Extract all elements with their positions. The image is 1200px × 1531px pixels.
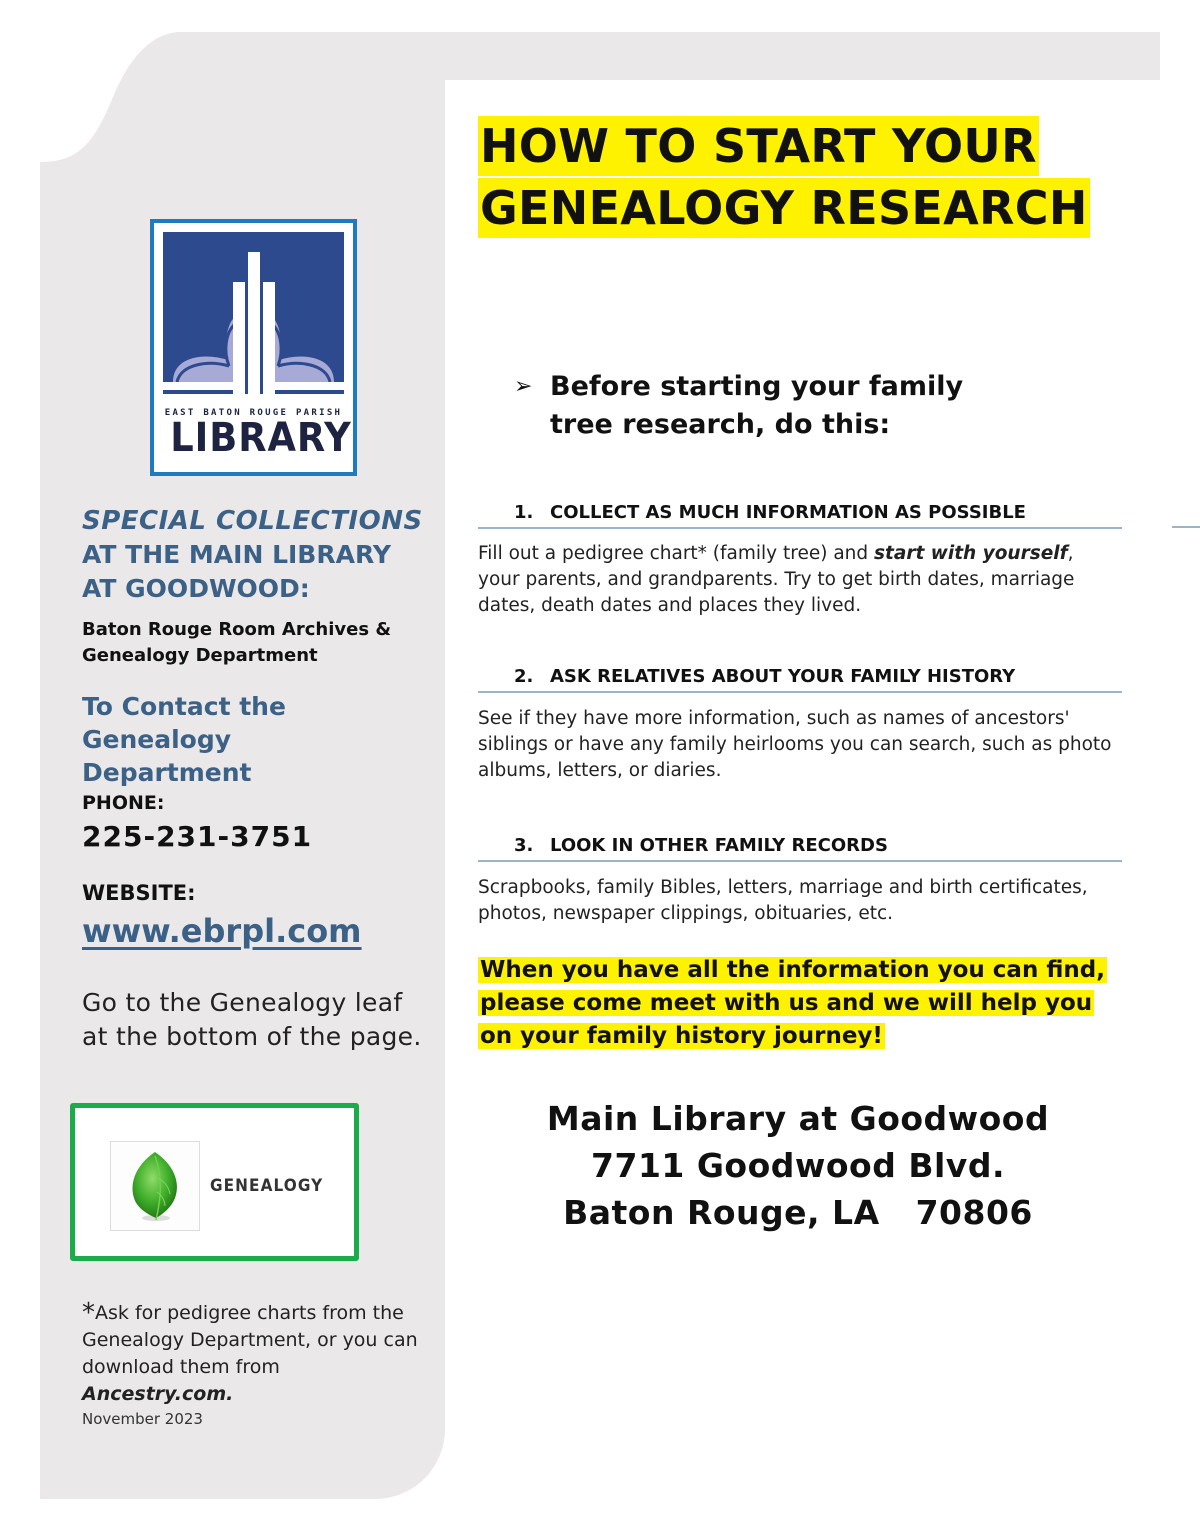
page-title-line-2: GENEALOGY RESEARCH [478,178,1090,238]
step-number: 3. [514,835,534,856]
phone-label: PHONE: [82,792,165,814]
address-line-1: Main Library at Goodwood [546,1099,1050,1138]
step-number: 1. [514,502,534,523]
leaf-icon [125,1148,185,1224]
logo-library-text: LIBRARY [170,415,352,461]
call-to-action [478,954,1128,1053]
step-text: Fill out a pedigree chart* (family tree) and [478,543,875,564]
step-1-heading [478,502,1122,529]
special-collections-title: SPECIAL COLLECTIONS [82,506,423,536]
intro-text: Before starting your family tree research, do this: [550,371,964,440]
library-logo[interactable] [150,219,357,476]
special-collections-subtitle: AT THE MAIN LIBRARY AT GOODWOOD: [82,540,391,603]
divider-line [1172,526,1200,528]
contact-heading: To Contact the Genealogy Department [82,692,286,787]
ancestry-link[interactable]: Ancestry.com. [82,1383,234,1405]
phone-number[interactable]: 225-231-3751 [82,820,313,853]
website-label: WEBSITE: [82,881,196,905]
department-name: Baton Rouge Room Archives & Genealogy Department [82,619,392,666]
step-3-heading [478,835,1122,862]
footnote [82,1300,422,1408]
footnote-star: * [82,1298,95,1328]
intro-bullet [514,368,1034,444]
step-text: , your parents, and grandparents. Try to get birth dates, marriage dates, death dates and places they lived. [478,543,1075,616]
genealogy-tile[interactable] [70,1103,359,1261]
step-1-body [478,541,1118,619]
call-to-action-text: When you have all the information you can find, please come meet with us and we will help you on your family history journey! [480,957,1105,1049]
step-title: LOOK IN OTHER FAMILY RECORDS [550,835,888,856]
leaf-frame [110,1141,200,1231]
website-link[interactable]: www.ebrpl.com [82,912,362,950]
genealogy-label: GENEALOGY [210,1176,324,1196]
step-3-body: Scrapbooks, family Bibles, letters, marriage and birth certificates, photos, newspaper clippings, obituaries, etc. [478,877,1088,924]
step-2-heading [478,666,1122,693]
step-number: 2. [514,666,534,687]
main-content-panel [445,80,1200,1531]
footnote-text: Ask for pedigree charts from the Genealogy Department, or you can download them from [82,1302,418,1378]
address-line-3: Baton Rouge, LA 70806 [563,1193,1033,1232]
library-building-logo-icon [163,232,344,402]
page-title-line-1: HOW TO START YOUR [478,116,1039,176]
step-2-body: See if they have more information, such as names of ancestors' siblings or have any family heirlooms you can search, such as photo albums, letters, or diaries. [478,708,1112,781]
sidebar-corner-cutout [40,32,180,172]
address-line-2: 7711 Goodwood Blvd. [591,1146,1005,1185]
step-title: ASK RELATIVES ABOUT YOUR FAMILY HISTORY [550,666,1016,687]
step-title: COLLECT AS MUCH INFORMATION AS POSSIBLE [550,502,1026,523]
logo-parish-text: EAST BATON ROUGE PARISH [164,408,343,418]
publication-date: November 2023 [82,1410,203,1428]
genealogy-instruction: Go to the Genealogy leaf at the bottom of the page. [82,988,422,1051]
library-address [478,1095,1118,1236]
step-emphasis: start with yourself [874,543,1068,564]
arrow-bullet-icon: ➢ [514,374,533,399]
